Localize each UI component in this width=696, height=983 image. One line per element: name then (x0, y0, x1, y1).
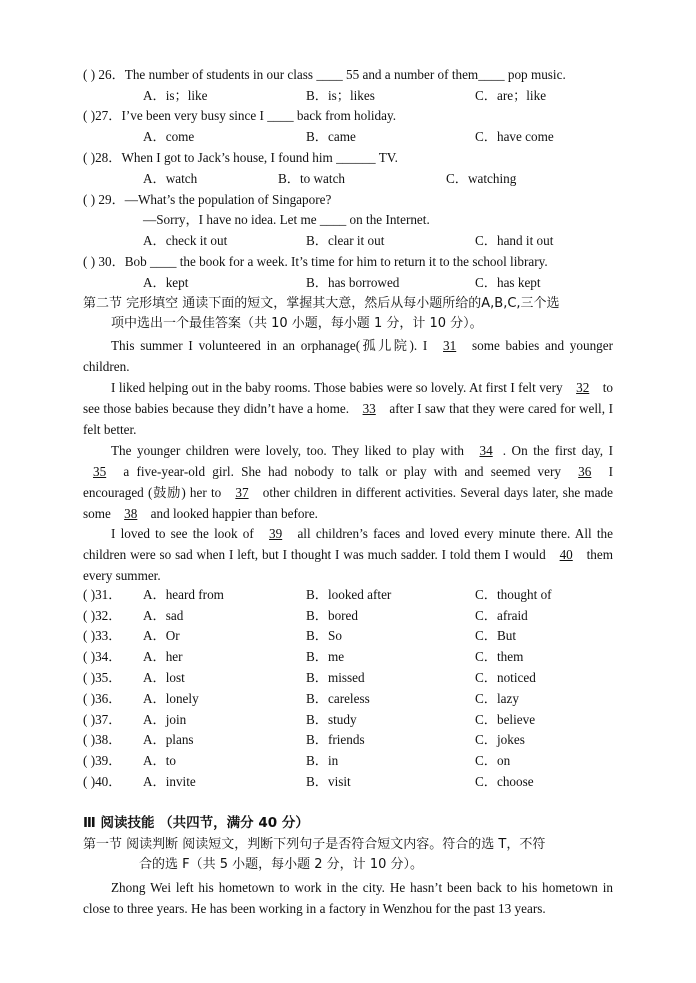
option-b: B．clear it out (306, 233, 385, 248)
option-a: A．lonely (143, 691, 199, 706)
option-a: A．Or (143, 628, 180, 643)
option-a: A．watch (143, 171, 198, 186)
question-number: ( )27． (83, 108, 122, 123)
cloze-option-row-31: ( )31． (83, 587, 122, 602)
question-stem: —What’s the population of Singapore? (124, 192, 332, 207)
blank-34: 34 (479, 443, 493, 458)
blank-33: 33 (362, 401, 376, 416)
blank-31: 31 (443, 338, 457, 353)
section-instructions-cont: 合的选 F（共 5 小题，每小题 2 分，计 10 分）。 (139, 857, 423, 872)
question-27 (83, 107, 396, 125)
cloze-option-row-35: ( )35． (83, 670, 122, 685)
option-a: A．invite (143, 774, 196, 789)
cloze-option-row-32: ( )32． (83, 608, 122, 623)
option-b: B．me (306, 649, 345, 664)
option-c: C．lazy (475, 691, 519, 706)
cloze-option-row-40: ( )40． (83, 774, 122, 789)
question-stem: I’ve been very busy since I ____ back from holiday. (121, 108, 396, 123)
option-c: C．choose (475, 774, 534, 789)
option-c: C．have come (475, 129, 554, 144)
option-a: A．heard from (143, 587, 224, 602)
blank-40: 40 (559, 547, 573, 562)
cloze-paragraph-2: I liked helping out in the baby rooms. Those babies were so lovely. At first I felt very 32 to see those babies because they didn’t have a home. 33 after I saw that they were cared for well, I felt better. (83, 380, 613, 437)
question-number: ( ) 29． (83, 192, 125, 207)
cloze-paragraph-4: I loved to see the look of 39 all children’s faces and loved every minute there. All the children were so sad when I left, but I thought I was much sadder. I told them I would 40 them every summer. (83, 526, 614, 583)
option-a: A．sad (143, 608, 184, 623)
question-number: ( )28． (83, 150, 122, 165)
option-b: B．So (306, 628, 342, 643)
option-c: C．noticed (475, 670, 536, 685)
cloze-option-row-38: ( )38． (83, 732, 122, 747)
option-a: A．to (143, 753, 176, 768)
option-b: B．friends (306, 732, 365, 747)
blank-36: 36 (578, 464, 592, 479)
cloze-option-row-33: ( )33． (83, 628, 122, 643)
cloze-paragraph-1: This summer I volunteered in an orphanage(孤儿院). I 31 some babies and younger children. (83, 338, 613, 374)
option-b: B．in (306, 753, 339, 768)
cloze-paragraph-3: The younger children were lovely, too. They liked to play with 34 . On the first day, I 35 a five-year-old girl. She had nobody to talk or play with and seemed very 36 I encouraged (鼓励) her to 37 other children in different activities. Several days later, she made some 38 and looked happier than before. (83, 443, 613, 521)
question-stem: Bob ____ the book for a week. It’s time for him to return it to the school library. (124, 254, 548, 269)
option-a: A．join (143, 712, 187, 727)
section-title: Ⅲ 阅读技能 （共四节，满分 40 分） (83, 815, 309, 831)
option-b: B．to watch (278, 171, 346, 186)
reading-paragraph: Zhong Wei left his hometown to work in the city. He hasn’t been back to his hometown in close to three years. He has been working in a factory in Wenzhou for the past 13 years. (83, 880, 613, 916)
option-c: C．on (475, 753, 511, 768)
option-b: B．has borrowed (306, 275, 400, 290)
cloze-heading-cont: 项中选出一个最佳答案（共 10 小题，每小题 1 分，计 10 分）。 (111, 316, 483, 331)
option-a: A．come (143, 129, 195, 144)
option-b: B．came (306, 129, 356, 144)
question-29 (83, 191, 331, 209)
question-29-reply: —Sorry，I have no idea. Let me ____ on the Internet. (143, 212, 430, 227)
option-c: C．afraid (475, 608, 528, 623)
option-c: C．jokes (475, 732, 525, 747)
blank-35: 35 (93, 464, 107, 479)
question-number: ( ) 26． (83, 67, 125, 82)
option-c: C．are；like (475, 88, 547, 103)
cloze-option-row-36: ( )36． (83, 691, 122, 706)
option-b: B．careless (306, 691, 370, 706)
question-30 (83, 253, 548, 271)
option-a: A．plans (143, 732, 194, 747)
option-a: A．kept (143, 275, 189, 290)
option-c: C．watching (446, 171, 517, 186)
question-number: ( ) 30． (83, 254, 125, 269)
question-28 (83, 149, 398, 167)
section-instructions: 第一节 阅读判断 阅读短文，判断下列句子是否符合短文内容。符合的选 T，不符 (83, 837, 546, 852)
option-a: A．check it out (143, 233, 228, 248)
option-c: C．But (475, 628, 517, 643)
option-b: B．study (306, 712, 357, 727)
question-26 (83, 66, 566, 84)
cloze-option-row-34: ( )34． (83, 649, 122, 664)
option-c: C．thought of (475, 587, 552, 602)
option-a: A．is；like (143, 88, 208, 103)
option-b: B．visit (306, 774, 351, 789)
option-c: C．has kept (475, 275, 541, 290)
blank-37: 37 (235, 485, 249, 500)
blank-32: 32 (576, 380, 590, 395)
cloze-option-row-39: ( )39． (83, 753, 122, 768)
option-b: B．looked after (306, 587, 392, 602)
option-a: A．her (143, 649, 183, 664)
option-b: B．bored (306, 608, 359, 623)
option-b: B．is；likes (306, 88, 375, 103)
option-a: A．lost (143, 670, 185, 685)
question-stem: When I got to Jack’s house, I found him ______ TV. (121, 150, 398, 165)
option-b: B．missed (306, 670, 365, 685)
blank-39: 39 (269, 526, 283, 541)
cloze-option-row-37: ( )37． (83, 712, 122, 727)
option-c: C．hand it out (475, 233, 554, 248)
option-c: C．them (475, 649, 524, 664)
question-stem: The number of students in our class ____ 55 and a number of them____ pop music. (124, 67, 566, 82)
blank-38: 38 (124, 506, 138, 521)
option-c: C．believe (475, 712, 536, 727)
cloze-heading: 第二节 完形填空 通读下面的短文，掌握其大意，然后从每小题所给的A,B,C,三个选 (83, 296, 560, 311)
